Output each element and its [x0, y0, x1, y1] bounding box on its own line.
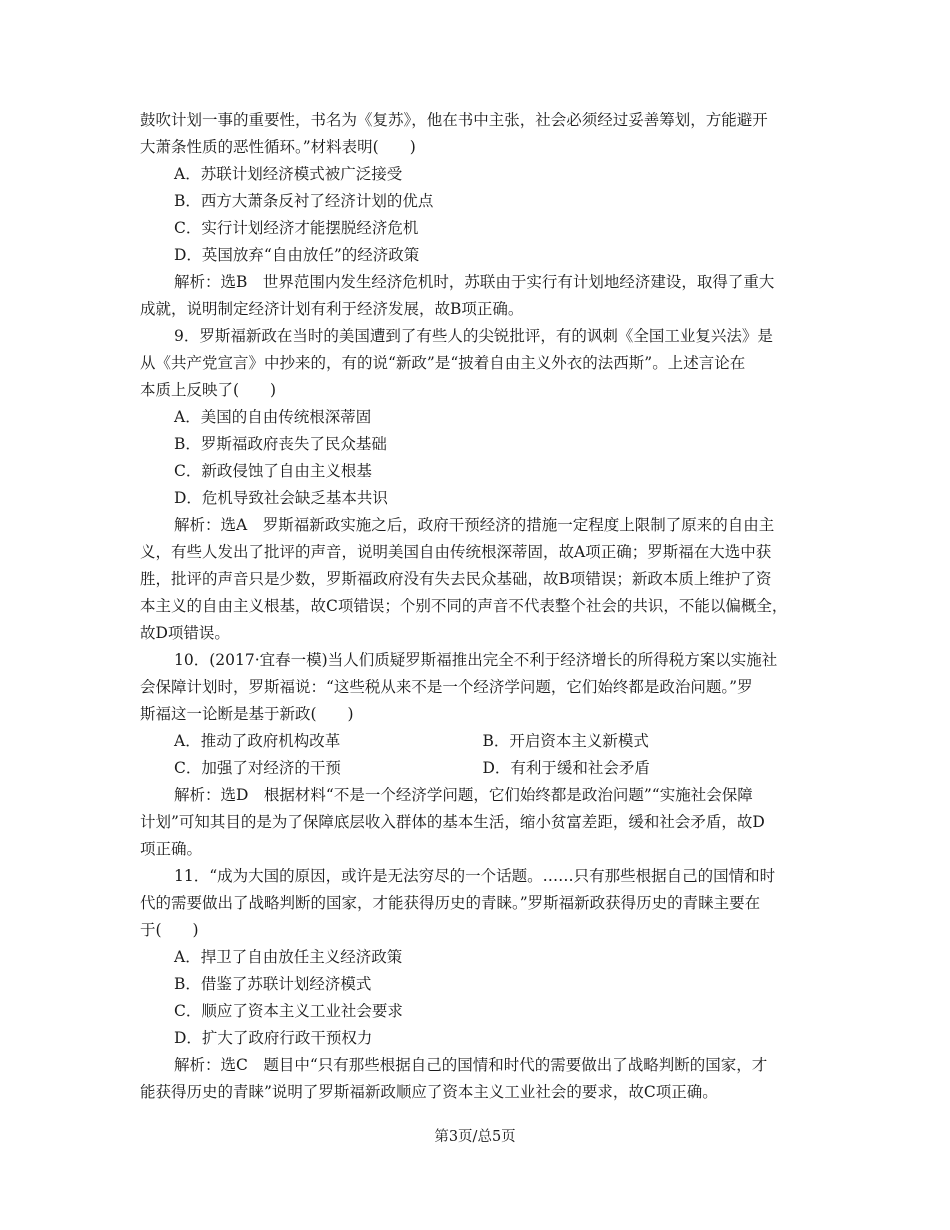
question-8-stem — [140, 107, 825, 161]
text-line: 义，有些人发出了批评的声音，说明美国自由传统根深蒂固，故A项正确；罗斯福在大选中获 — [140, 543, 772, 561]
question-8-options — [140, 161, 825, 269]
option-b: B．罗斯福政府丧失了民众基础 — [174, 435, 387, 453]
text-line: 解析：选B 世界范围内发生经济危机时，苏联由于实行有计划地经济建设，取得了重大 — [174, 273, 775, 291]
text-line: 大萧条性质的恶性循环。”材料表明( ) — [140, 138, 416, 156]
option-c: C．加强了对经济的干预 — [174, 759, 341, 777]
option-b: B．西方大萧条反衬了经济计划的优点 — [174, 192, 434, 210]
option-a: A．美国的自由传统根深蒂固 — [174, 408, 372, 426]
question-8-analysis — [140, 269, 825, 323]
text-line: 于( ) — [140, 921, 199, 939]
text-line: 能获得历史的青睐”说明了罗斯福新政顺应了资本主义工业社会的要求，故C项正确。 — [140, 1083, 718, 1101]
question-11-analysis — [140, 1052, 825, 1106]
question-11-options — [140, 944, 825, 1052]
question-10-analysis — [140, 782, 825, 863]
text-line: 解析：选C 题目中“只有那些根据自己的国情和时代的需要做出了战略判断的国家，才 — [174, 1056, 768, 1074]
option-b: B．借鉴了苏联计划经济模式 — [174, 975, 372, 993]
text-line: 斯福这一论断是基于新政( ) — [140, 705, 354, 723]
text-line: 会保障计划时，罗斯福说：“这些税从来不是一个经济学问题，它们始终都是政治问题。”罗 — [140, 678, 753, 696]
page-content — [140, 107, 825, 1106]
options-row — [140, 755, 825, 782]
question-10-options — [140, 728, 825, 782]
option-b: B．开启资本主义新模式 — [482, 732, 649, 750]
text-line: 9．罗斯福新政在当时的美国遭到了有些人的尖锐批评，有的讽刺《全国工业复兴法》是 — [174, 327, 773, 345]
text-line: 本主义的自由主义根基，故C项错误；个别不同的声音不代表整个社会的共识，不能以偏概全， — [140, 597, 788, 615]
text-line: 11．“成为大国的原因，或许是无法穷尽的一个话题。……只有那些根据自己的国情和时 — [174, 867, 776, 885]
text-line: 胜，批评的声音只是少数，罗斯福政府没有失去民众基础，故B项错误；新政本质上维护了资 — [140, 570, 772, 588]
option-d: D．有利于缓和社会矛盾 — [482, 759, 650, 777]
option-d: D．扩大了政府行政干预权力 — [174, 1029, 373, 1047]
text-line: 解析：选A 罗斯福新政实施之后，政府干预经济的措施一定程度上限制了原来的自由主 — [174, 516, 775, 534]
option-d: D．英国放弃“自由放任”的经济政策 — [174, 246, 420, 264]
question-9-stem — [140, 323, 825, 404]
option-c: C．新政侵蚀了自由主义根基 — [174, 462, 372, 480]
text-line: 解析：选D 根据材料“不是一个经济学问题，它们始终都是政治问题”“实施社会保障 — [174, 786, 753, 804]
text-line: 故D项错误。 — [140, 624, 230, 642]
text-line: 本质上反映了( ) — [140, 381, 277, 399]
text-line: 项正确。 — [140, 840, 203, 858]
text-line: 代的需要做出了战略判断的国家，才能获得历史的青睐。”罗斯福新政获得历史的青睐主要在 — [140, 894, 761, 912]
option-a: A．捍卫了自由放任主义经济政策 — [174, 948, 403, 966]
text-line: 鼓吹计划一事的重要性，书名为《复苏》，他在书中主张，社会必须经过妥善筹划，方能避开 — [140, 111, 768, 129]
option-a: A．推动了政府机构改革 — [174, 732, 341, 750]
text-line: 成就，说明制定经济计划有利于经济发展，故B项正确。 — [140, 300, 524, 318]
question-11-stem — [140, 863, 825, 944]
question-9-analysis — [140, 512, 825, 647]
option-a: A．苏联计划经济模式被广泛接受 — [174, 165, 403, 183]
text-line: 从《共产党宣言》中抄来的，有的说“新政”是“披着自由主义外衣的法西斯”。上述言论在 — [140, 354, 746, 372]
option-c: C．实行计划经济才能摆脱经济危机 — [174, 219, 419, 237]
options-row — [140, 728, 825, 755]
page-number-footer: 第3页/总5页 — [434, 1129, 516, 1145]
text-line: 10．(2017·宜春一模)当人们质疑罗斯福推出完全不利于经济增长的所得税方案以实施社 — [174, 651, 778, 669]
text-line: 计划”可知其目的是为了保障底层收入群体的基本生活，缩小贫富差距，缓和社会矛盾，故D — [140, 813, 765, 831]
question-9-options — [140, 404, 825, 512]
question-10-stem — [140, 647, 825, 728]
option-c: C．顺应了资本主义工业社会要求 — [174, 1002, 403, 1020]
option-d: D．危机导致社会缺乏基本共识 — [174, 489, 388, 507]
